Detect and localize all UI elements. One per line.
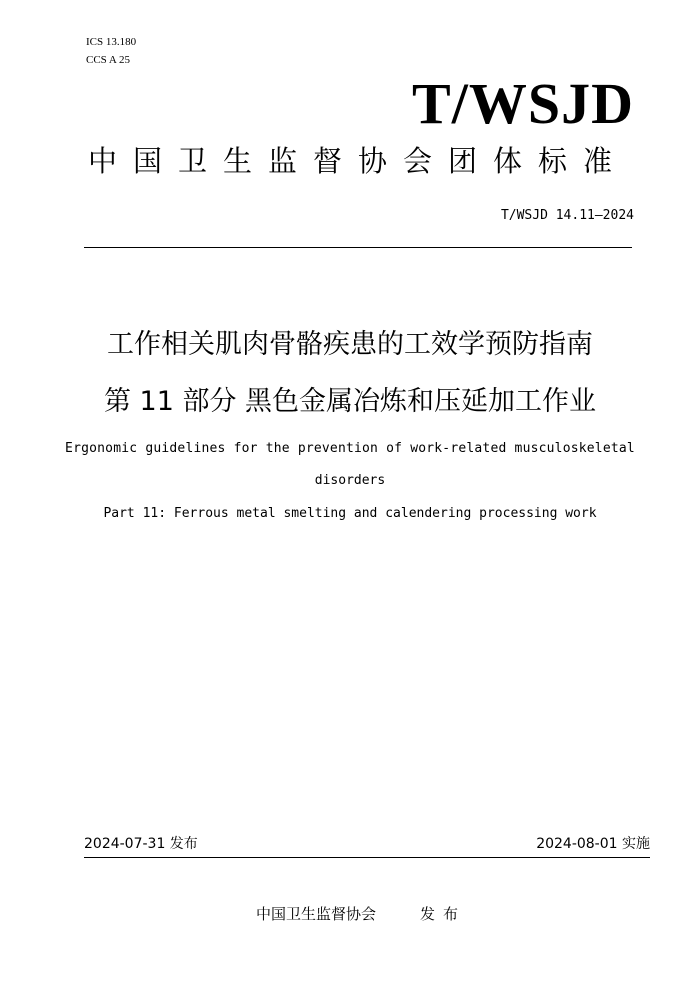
english-title-line-2: disorders (314, 473, 386, 488)
ics-code: ICS 13.180 (86, 36, 137, 48)
bottom-divider (84, 857, 650, 858)
standard-logo: T/WSJD (412, 71, 634, 136)
ccs-code: CCS A 25 (86, 54, 131, 66)
chinese-title-line-1: 工作相关肌肉骨骼疾患的工效学预防指南 (107, 329, 593, 360)
issue-label: 发布 (420, 905, 467, 923)
publish-date: 2024-07-31 发布 (84, 836, 198, 852)
implement-date: 2024-08-01 实施 (536, 836, 650, 852)
top-divider (84, 247, 632, 248)
english-title-line-3: Part 11: Ferrous metal smelting and calendering processing work (103, 506, 597, 521)
issuing-organization: 中国卫生监督协会 (256, 905, 377, 923)
chinese-title-line-2: 第 11 部分 黑色金属冶炼和压延加工作业 (103, 386, 597, 417)
organization-standard-title: 中国卫生监督协会团体标准 (88, 144, 629, 178)
english-title-line-1: Ergonomic guidelines for the prevention of work-related musculoskeletal (65, 441, 635, 456)
standard-number: T/WSJD 14.11—2024 (500, 208, 634, 223)
